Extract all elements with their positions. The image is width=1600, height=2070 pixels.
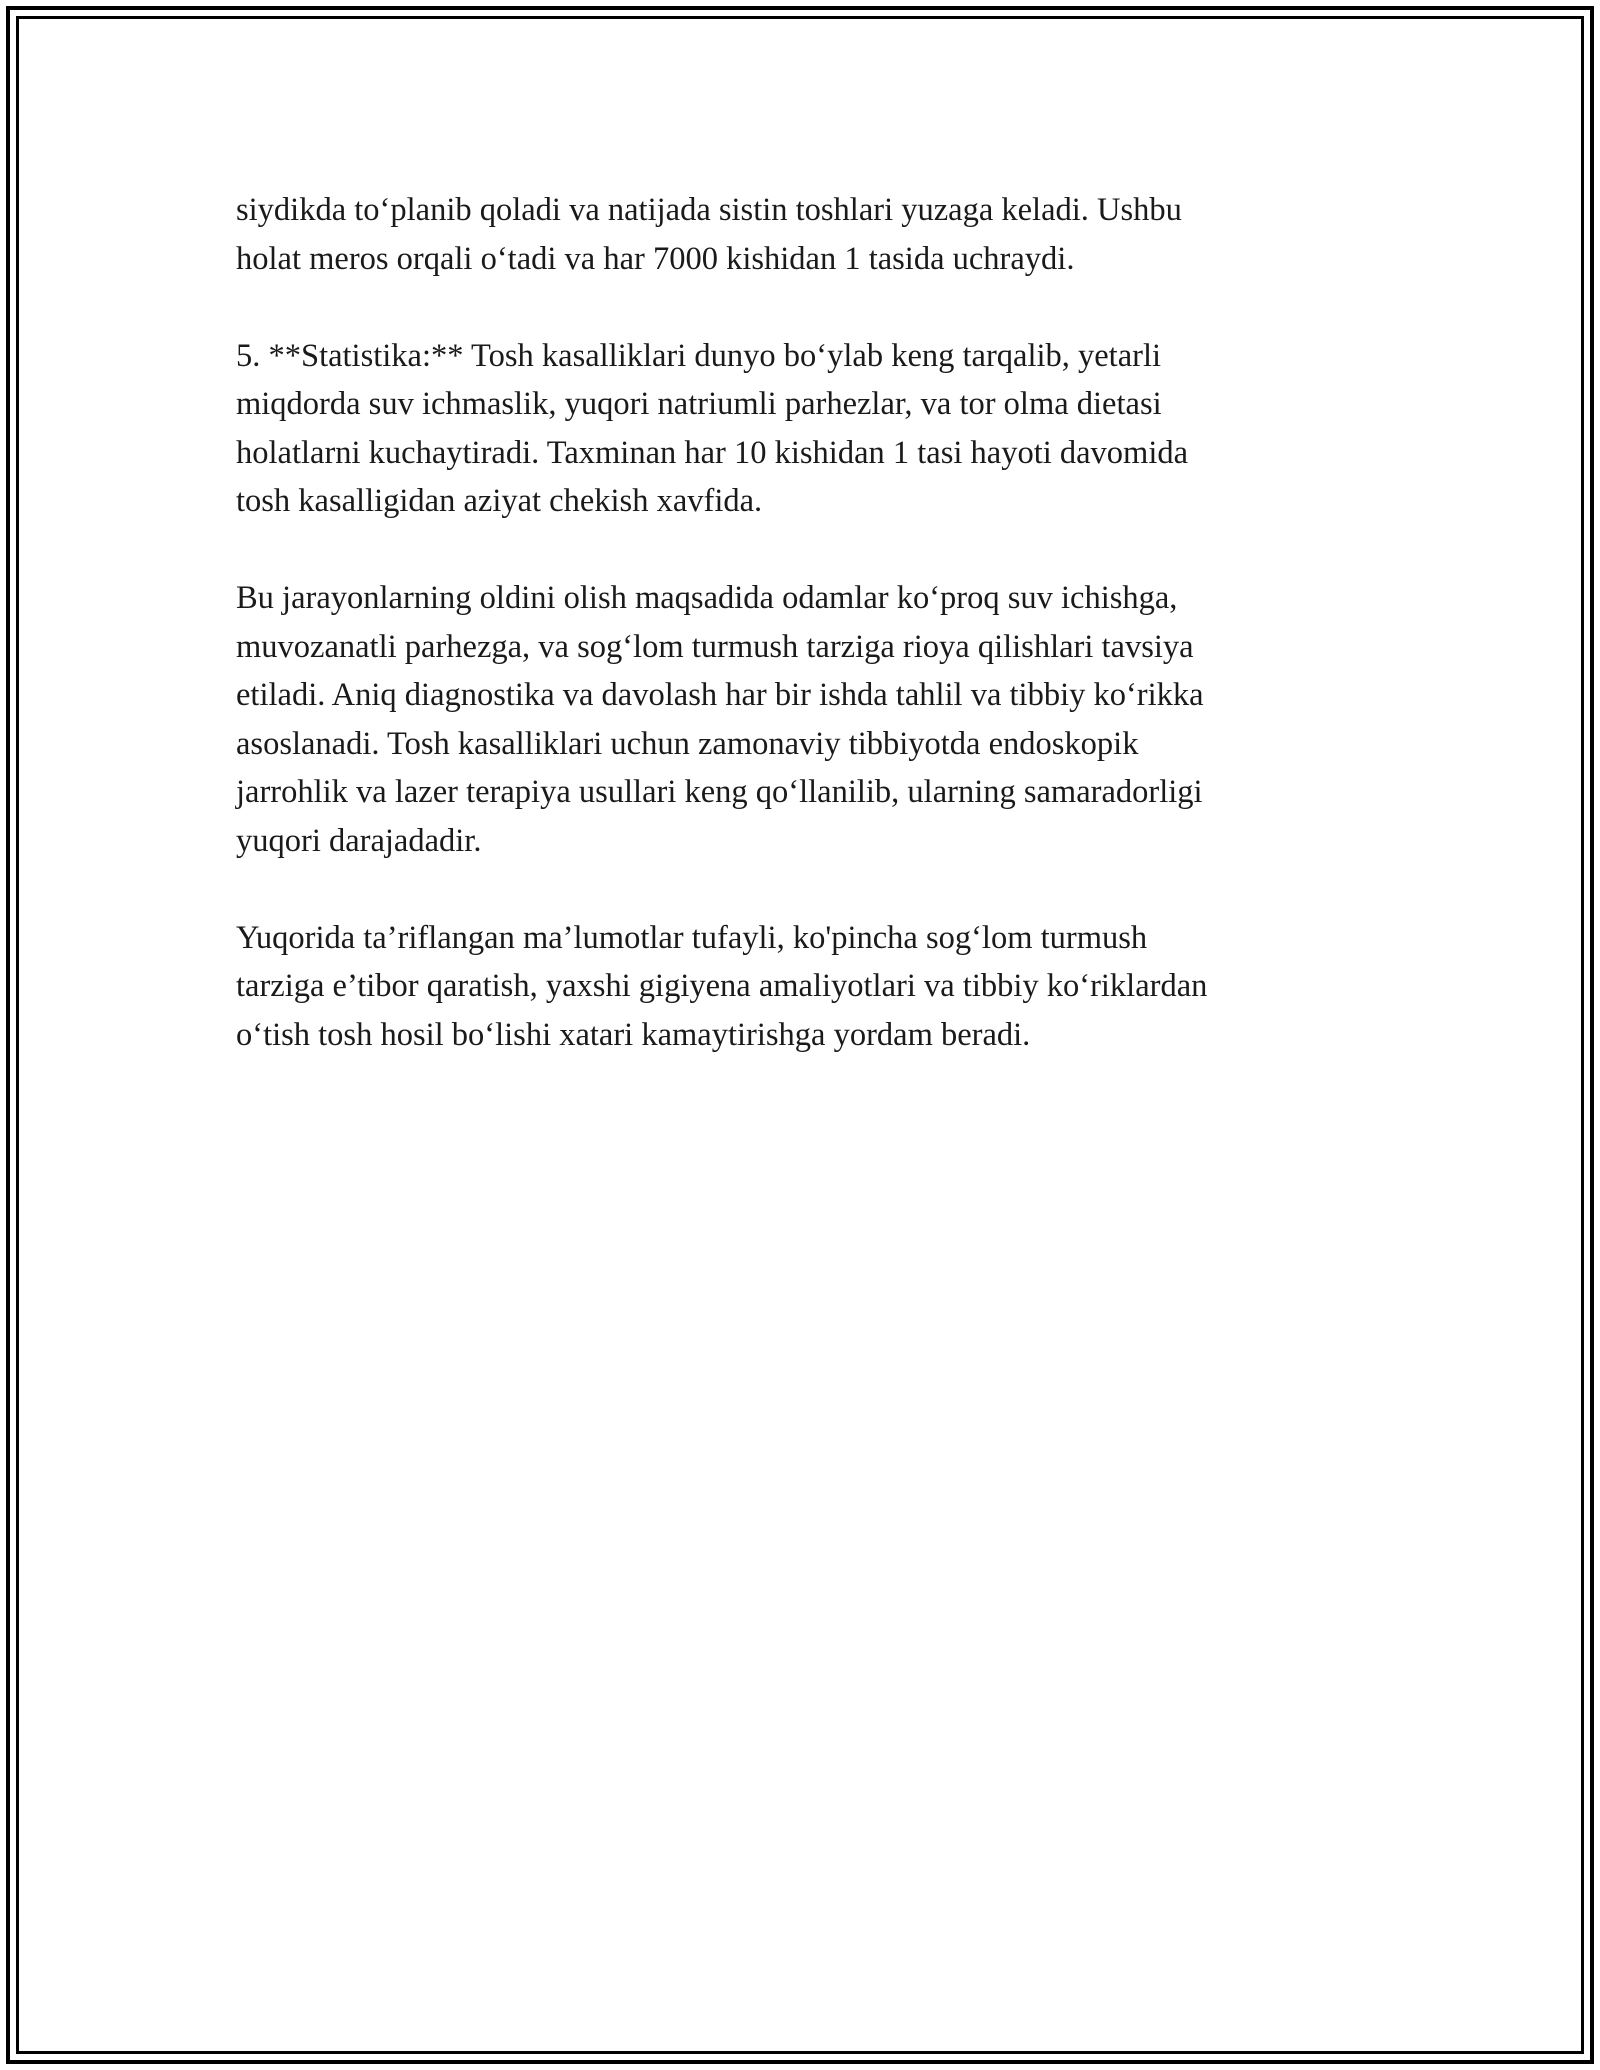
text-line: yuqori darajadadir. <box>236 822 482 859</box>
text-line: holatlarni kuchaytiradi. Taxminan har 10 kishidan 1 tasi hayoti davomida <box>236 434 1189 471</box>
paragraph-prevention <box>236 574 1376 865</box>
paragraph-cystine-stones <box>236 186 1376 283</box>
text-line: siydikda to‘planib qoladi va natijada sistin toshlari yuzaga keladi. Ushbu <box>236 192 1182 228</box>
text-line: asoslanadi. Tosh kasalliklari uchun zamonaviy tibbiyotda endoskopik <box>236 725 1139 762</box>
text-line: Bu jarayonlarning oldini olish maqsadida odamlar ko‘proq suv ichishga, <box>236 580 1178 616</box>
text-line: miqdorda suv ichmaslik, yuqori natriumli parhezlar, va tor olma dietasi <box>236 386 1162 422</box>
text-line: Yuqorida ta’riflangan ma’lumotlar tufayli, ko'pincha sog‘lom turmush <box>236 919 1148 956</box>
paragraph-conclusion <box>236 914 1376 1060</box>
text-line: tosh kasalligidan aziyat chekish xavfida. <box>236 483 763 519</box>
text-line: 5. **Statistika:** Tosh kasalliklari dunyo bo‘ylab keng tarqalib, yetarli <box>236 337 1162 374</box>
document-body <box>236 186 1376 1108</box>
text-line: tarziga e’tibor qaratish, yaxshi gigiyena amaliyotlari va tibbiy ko‘riklardan <box>236 968 1208 1004</box>
text-line: jarrohlik va lazer terapiya usullari keng qo‘llanilib, ularning samaradorligi <box>236 774 1203 810</box>
paragraph-statistics <box>236 332 1376 526</box>
text-line: muvozanatli parhezga, va sog‘lom turmush tarziga rioya qilishlari tavsiya <box>236 628 1194 665</box>
text-line: etiladi. Aniq diagnostika va davolash har bir ishda tahlil va tibbiy ko‘rikka <box>236 677 1204 713</box>
text-line: o‘tish tosh hosil bo‘lishi xatari kamaytirishga yordam beradi. <box>236 1016 1031 1053</box>
text-line: holat meros orqali o‘tadi va har 7000 kishidan 1 tasida uchraydi. <box>236 240 1075 277</box>
